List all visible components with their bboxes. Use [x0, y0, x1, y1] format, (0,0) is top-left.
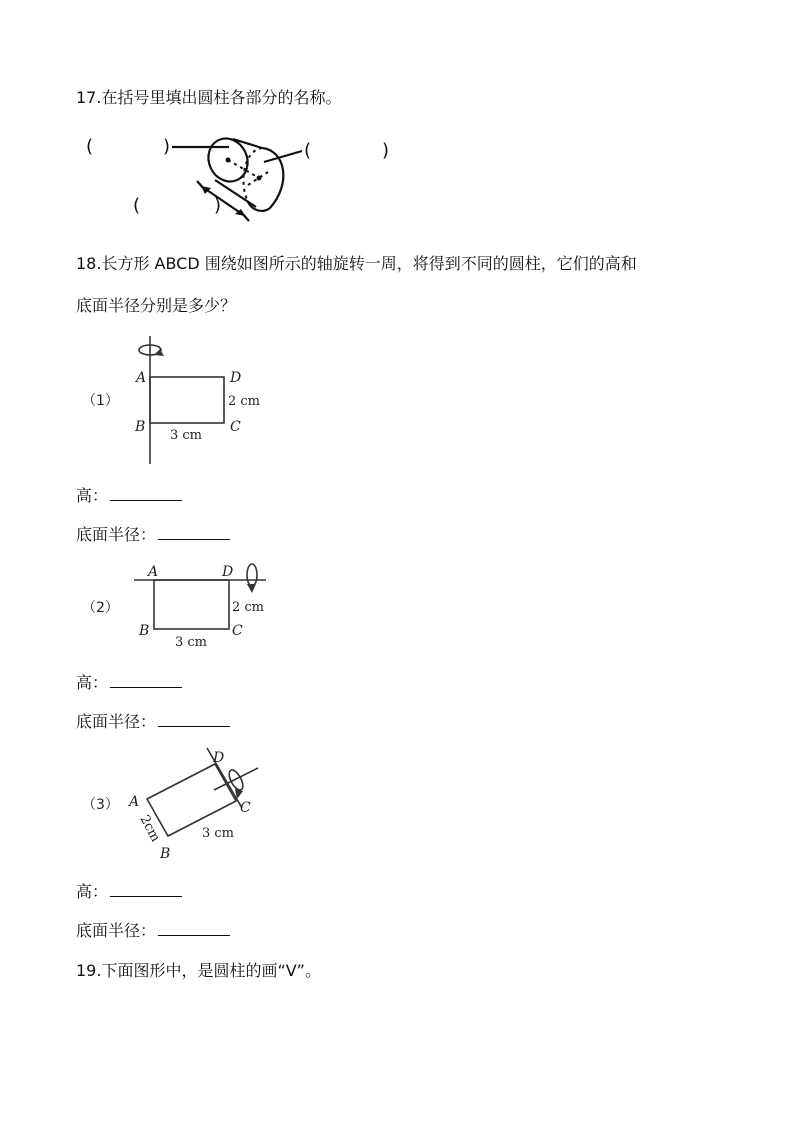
part2-side-length: 2 cm — [232, 600, 265, 615]
part3-radius-blank[interactable] — [158, 920, 230, 936]
part3-number: （3） — [82, 797, 119, 813]
part2-height-line: 高： — [76, 672, 182, 693]
q18-text-line1: 18.长方形 ABCD 围绕如图所示的轴旋转一周，将得到不同的圆柱，它们的高和 — [76, 254, 637, 273]
part3-label-d: D — [213, 750, 225, 766]
part1-label-d: D — [230, 370, 242, 386]
q18-text-line2: 底面半径分别是多少？ — [76, 296, 237, 315]
part1-number: （1） — [82, 393, 119, 409]
q17-paren-right-close: ) — [382, 140, 390, 161]
part1-label-b: B — [135, 419, 146, 435]
part2-label-d: D — [222, 564, 234, 580]
q17-paren-bottom-open: ( — [133, 195, 141, 216]
part3-radius-line: 底面半径： — [76, 920, 230, 941]
part3-label-b: B — [160, 846, 171, 862]
part1-label-a: A — [136, 370, 147, 386]
part2-radius-line: 底面半径： — [76, 711, 230, 732]
part3-label-c: C — [240, 800, 251, 816]
q17-title: 17.在括号里填出圆柱各部分的名称。 — [76, 88, 342, 107]
part1-bottom-length: 3 cm — [170, 428, 203, 443]
part1-height-line: 高： — [76, 485, 182, 506]
q17-paren-right-open: ( — [304, 140, 312, 161]
q17-paren-left-close: ) — [163, 136, 171, 157]
part2-label-b: B — [139, 623, 150, 639]
part1-label-c: C — [230, 419, 241, 435]
part3-side-length: 2cm — [136, 812, 163, 845]
part3-bottom-length: 3 cm — [202, 826, 235, 841]
q19-title: 19.下面图形中，是圆柱的画“V”。 — [76, 961, 321, 980]
q17-paren-left-open: ( — [86, 136, 94, 157]
part2-bottom-length: 3 cm — [175, 635, 208, 650]
part3-height-blank[interactable] — [110, 881, 182, 897]
part3-height-line: 高： — [76, 881, 182, 902]
part2-number: （2） — [82, 600, 119, 616]
part1-side-length: 2 cm — [228, 394, 261, 409]
q17-paren-bottom-close: ) — [214, 195, 222, 216]
part1-radius-line: 底面半径： — [76, 524, 230, 545]
part3-label-a: A — [129, 794, 140, 810]
part2-label-a: A — [148, 564, 159, 580]
part2-label-c: C — [232, 623, 243, 639]
